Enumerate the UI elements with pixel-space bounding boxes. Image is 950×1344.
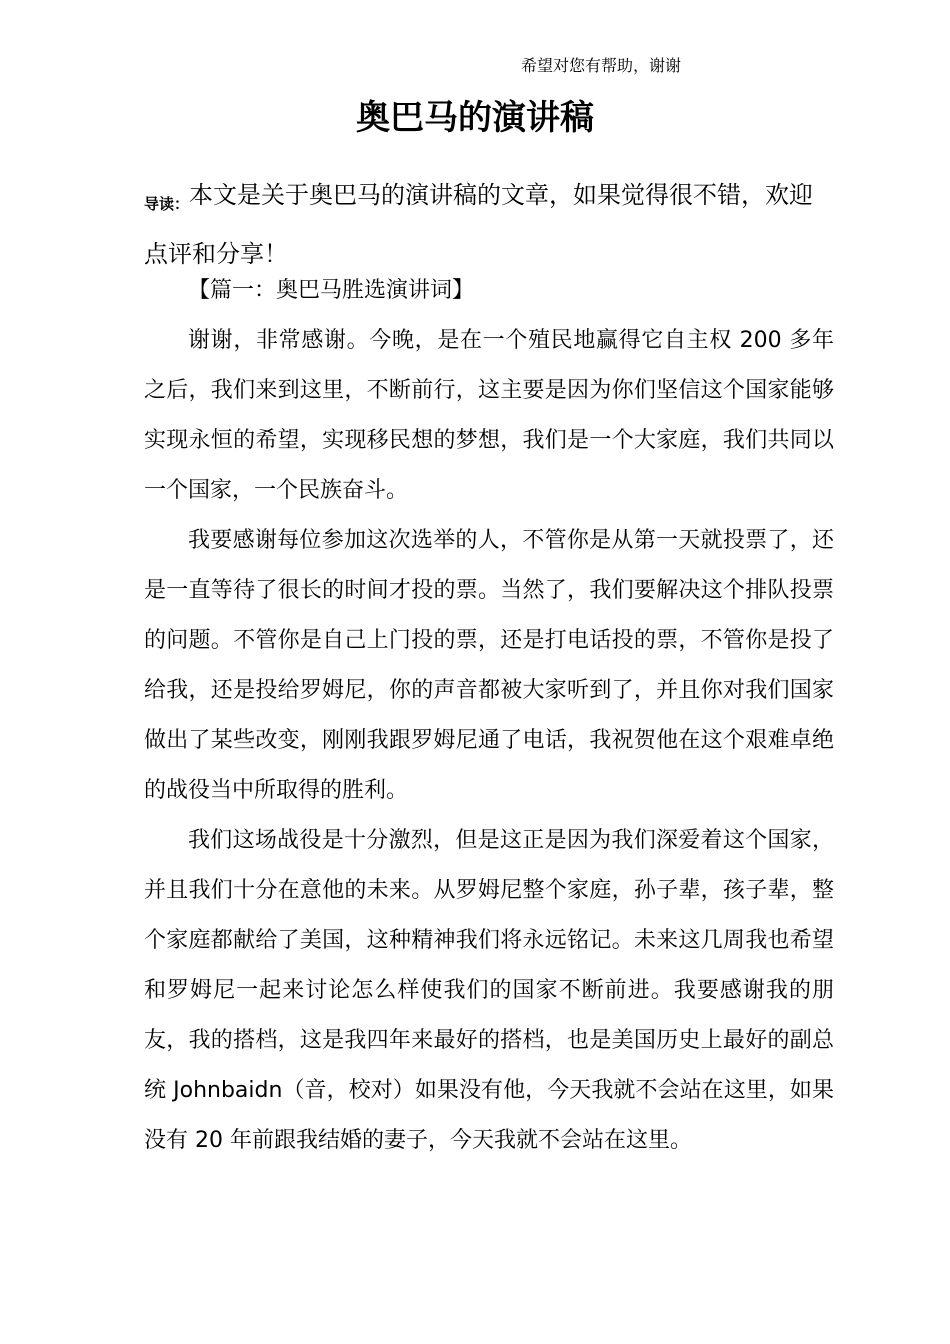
paragraph: 我们这场战役是十分激烈，但是这正是因为我们深爱着这个国家，并且我们十分在意他的未来。从罗姆尼整个家庭，孙子辈，孩子辈，整个家庭都献给了美国，这种精神我们将永远铭记。未来这几周我也希望和罗姆尼一起来讨论怎么样使我们的国家不断前进。我要感谢我的朋友，我的搭档，这是我四年来最好的搭档，也是美国历史上最好的副总统 Johnbaidn（音，校对）如果没有他，今天我就不会站在这里，如果没有 20 年前跟我结婚的妻子，今天我就不会站在这里。 (144, 828, 835, 1153)
document-title: 奥巴马的演讲稿 (356, 98, 594, 138)
intro-text: 本文是关于奥巴马的演讲稿的文章，如果觉得很不错，欢迎点评和分享！ (144, 181, 814, 268)
section-heading: 【篇一：奥巴马胜选演讲词】 (188, 278, 475, 303)
paragraph: 谢谢，非常感谢。今晚，是在一个殖民地赢得它自主权 200 多年之后，我们来到这里，不断前行，这主要是因为你们坚信这个国家能够实现永恒的希望，实现移民想的梦想，我们是一个大家庭，我们共同以一个国家，一个民族奋斗。 (144, 328, 834, 503)
header-note: 希望对您有帮助，谢谢 (521, 56, 682, 75)
document-body (144, 266, 834, 1166)
intro-label: 导读： (144, 195, 190, 213)
paragraph: 我要感谢每位参加这次选举的人，不管你是从第一天就投票了，还是一直等待了很长的时间才投的票。当然了，我们要解决这个排队投票的问题。不管你是自己上门投的票，还是打电话投的票，不管你是投了给我，还是投给罗姆尼，你的声音都被大家听到了，并且你对我们国家做出了某些改变，刚刚我跟罗姆尼通了电话，我祝贺他在这个艰难卓绝的战役当中所取得的胜利。 (144, 528, 834, 803)
intro-block (144, 170, 834, 279)
